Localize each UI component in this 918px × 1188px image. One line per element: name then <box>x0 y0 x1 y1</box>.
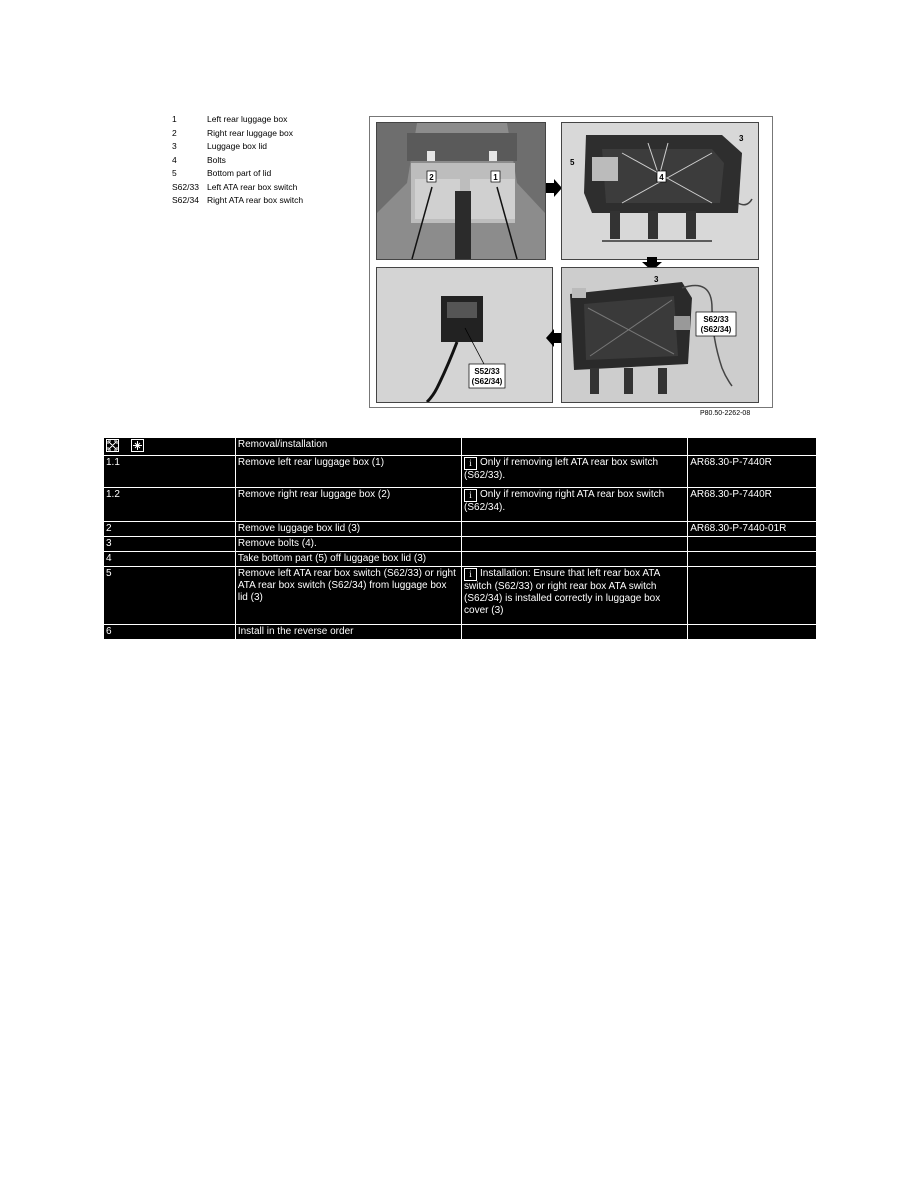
table-row <box>104 625 817 640</box>
step-number: 5 <box>104 567 236 625</box>
switch-illustration <box>377 268 552 402</box>
legend-row <box>172 140 303 154</box>
step-number: 6 <box>104 625 236 640</box>
procedure-figure <box>369 116 773 408</box>
step-note <box>462 488 688 522</box>
procedure-table <box>103 437 817 640</box>
callout-s62-34: (S62/34) <box>471 377 503 386</box>
step-reference <box>688 537 817 552</box>
legend-key: 5 <box>172 168 177 178</box>
step-note <box>462 537 688 552</box>
step-action: Remove right rear luggage box (2) <box>235 488 461 522</box>
table-row <box>104 456 817 488</box>
callout-3-underside: 3 <box>654 275 659 284</box>
step-reference <box>688 552 817 567</box>
step-action: Remove left rear luggage box (1) <box>235 456 461 488</box>
step-note <box>462 456 688 488</box>
table-row <box>104 522 817 537</box>
legend-key: S62/33 <box>172 181 199 192</box>
legend-row <box>172 113 303 127</box>
lid-top-panel <box>561 122 759 260</box>
legend-label: Luggage box lid <box>207 141 268 151</box>
legend-key: 1 <box>172 114 177 124</box>
callout-s62-33: S62/33 <box>703 315 729 324</box>
legend-row <box>172 181 303 195</box>
trunk-illustration <box>377 123 545 259</box>
legend-row <box>172 194 303 208</box>
step-number: 1.2 <box>104 488 236 522</box>
expand-icon[interactable] <box>106 439 119 452</box>
step-note-text: Only if removing left ATA rear box switch (S62/33). <box>464 457 659 481</box>
table-row <box>104 488 817 522</box>
callout-s62-34-underside: (S62/34) <box>700 325 732 334</box>
info-icon[interactable]: i <box>464 489 477 502</box>
legend-row <box>172 154 303 168</box>
legend-key: 4 <box>172 154 177 165</box>
header-title: Removal/installation <box>235 438 461 456</box>
step-note-text: Installation: Ensure that left rear box ATA switch (S62/33) or right rear box ATA switch (S62/34) is installed correctly in luggage box cover (3) <box>464 568 661 616</box>
step-number: 2 <box>104 522 236 537</box>
legend-label: Left ATA rear box switch <box>207 181 298 192</box>
legend-label: Left rear luggage box <box>207 114 288 124</box>
legend-row <box>172 127 303 141</box>
callout-3: 3 <box>739 134 744 143</box>
callout-5: 5 <box>570 158 575 167</box>
step-action: Install in the reverse order <box>235 625 461 640</box>
step-number: 4 <box>104 552 236 567</box>
header-icons-cell <box>104 438 236 456</box>
legend-key: S62/34 <box>172 195 199 205</box>
trunk-photo-panel <box>376 122 546 260</box>
step-action: Take bottom part (5) off luggage box lid (3) <box>235 552 461 567</box>
step-note-text: Only if removing right ATA rear box switch (S62/34). <box>464 489 665 513</box>
step-reference-link[interactable]: AR68.30-P-7440R <box>688 456 817 488</box>
step-action: Remove left ATA rear box switch (S62/33) or right ATA rear box switch (S62/34) from luggage box lid (3) <box>235 567 461 625</box>
legend-label: Right rear luggage box <box>207 127 294 138</box>
callout-2: 2 <box>429 173 434 182</box>
lid-underside-panel <box>561 267 759 403</box>
figure-reference: P80.50-2262-08 <box>700 410 751 417</box>
table-header-row <box>104 438 817 456</box>
info-icon[interactable]: i <box>464 457 477 470</box>
header-ref <box>688 438 817 456</box>
step-reference <box>688 567 817 625</box>
legend-label: Bolts <box>207 154 226 165</box>
legend-row <box>172 167 303 181</box>
step-number: 1.1 <box>104 456 236 488</box>
table-row <box>104 552 817 567</box>
step-note <box>462 522 688 537</box>
callout-4: 4 <box>659 173 664 182</box>
step-number: 3 <box>104 537 236 552</box>
arrow-left-icon <box>546 329 562 347</box>
step-reference-link[interactable]: AR68.30-P-7440-01R <box>688 522 817 537</box>
switch-detail-panel <box>376 267 553 403</box>
lid-illustration <box>562 123 758 259</box>
lid-underside-illustration <box>562 268 758 402</box>
step-note <box>462 552 688 567</box>
info-icon[interactable]: i <box>464 568 477 581</box>
table-row <box>104 537 817 552</box>
header-note <box>462 438 688 456</box>
callout-1: 1 <box>493 173 498 182</box>
step-action: Remove bolts (4). <box>235 537 461 552</box>
arrow-right-icon <box>546 179 562 197</box>
step-reference <box>688 625 817 640</box>
step-reference-link[interactable]: AR68.30-P-7440R <box>688 488 817 522</box>
step-action: Remove luggage box lid (3) <box>235 522 461 537</box>
step-note <box>462 625 688 640</box>
legend <box>172 113 303 208</box>
legend-label: Right ATA rear box switch <box>207 195 304 205</box>
callout-s52-33: S52/33 <box>474 367 500 376</box>
step-note <box>462 567 688 625</box>
legend-key: 3 <box>172 141 177 151</box>
table-row <box>104 567 817 625</box>
collapse-icon[interactable] <box>131 439 144 452</box>
legend-key: 2 <box>172 127 177 138</box>
legend-label: Bottom part of lid <box>207 168 272 178</box>
